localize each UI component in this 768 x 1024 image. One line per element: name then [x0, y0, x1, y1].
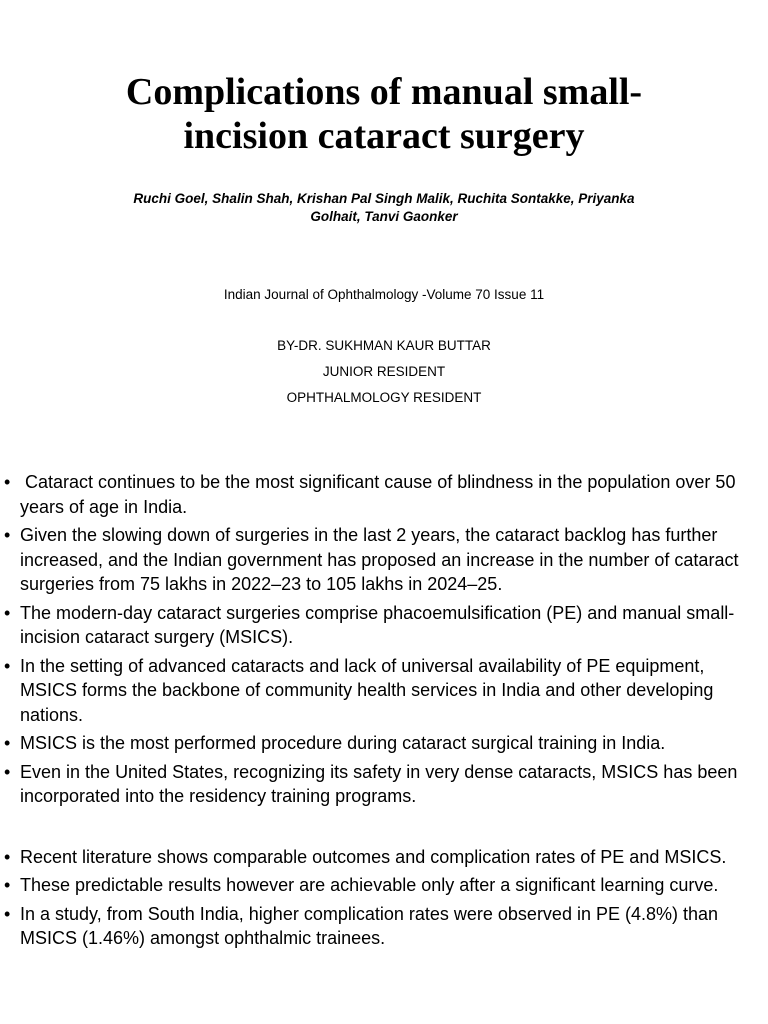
bullet-item — [0, 523, 768, 597]
bullet-text: MSICS is the most performed procedure during cataract surgical training in India. — [20, 733, 666, 753]
bullet-text: Recent literature shows comparable outcomes and complication rates of PE and MSICS. — [20, 846, 727, 867]
bullet-text: These predictable results however are achievable only after a significant learning curve. — [20, 875, 719, 895]
bullet-dot-icon: • — [4, 602, 11, 623]
bullet-item — [0, 845, 768, 870]
authors-line-2: Golhait, Tanvi Gaonker — [310, 209, 458, 224]
bullet-text: In a study, from South India, higher complication rates were observed in PE (4.8%) than MSICS (1.46%) amongst ophthalmic trainees. — [20, 903, 719, 948]
author-list — [100, 190, 668, 226]
presenter-name: BY-DR. SUKHMAN KAUR BUTTAR — [277, 338, 491, 353]
bullet-dot-icon: • — [4, 761, 11, 782]
bullet-dot-icon: • — [4, 846, 11, 867]
title-slide — [0, 0, 768, 430]
bullet-text: In the setting of advanced cataracts and lack of universal availability of PE equipment, MSICS forms the backbone of community health services in India and other developing nations. — [20, 655, 714, 725]
bullet-item — [0, 873, 768, 898]
bullet-item — [0, 470, 768, 519]
bullet-text: Even in the United States, recognizing its safety in very dense cataracts, MSICS has been incorporated into the residency training programs. — [20, 761, 738, 806]
paper-title — [60, 70, 708, 158]
bullet-item — [0, 654, 768, 728]
bullet-dot-icon: • — [4, 472, 11, 492]
presenter-block — [0, 337, 768, 415]
title-line-2: incision cataract surgery — [183, 115, 585, 157]
journal-citation: Indian Journal of Ophthalmology -Volume 70 Issue 11 — [223, 287, 545, 302]
bullet-item — [0, 731, 768, 756]
bullet-dot-icon: • — [4, 733, 11, 753]
presenter-role: JUNIOR RESIDENT — [322, 364, 446, 379]
bullet-item — [0, 601, 768, 650]
bullet-text: Given the slowing down of surgeries in the last 2 years, the cataract backlog has further increased, and the Indian government has proposed an increase in the number of cataract surgeries from 75 lakhs in 2022–23 to 105 lakhs in 2024–25. — [20, 525, 739, 594]
bullet-dot-icon: • — [4, 655, 11, 676]
presenter-department: OPHTHALMOLOGY RESIDENT — [286, 390, 482, 405]
bullet-text: The modern-day cataract surgeries comprise phacoemulsification (PE) and manual small-incision cataract surgery (MSICS). — [20, 602, 735, 647]
bullet-item — [0, 760, 768, 809]
authors-line-1: Ruchi Goel, Shalin Shah, Krishan Pal Singh Malik, Ruchita Sontakke, Priyanka — [133, 191, 635, 206]
bullet-list — [0, 470, 768, 955]
bullet-dot-icon: • — [4, 525, 11, 545]
bullet-text: Cataract continues to be the most significant cause of blindness in the population over 50 years of age in India. — [20, 472, 736, 517]
title-line-1: Complications of manual small- — [125, 71, 643, 113]
bullet-dot-icon: • — [4, 875, 11, 895]
bullet-item — [0, 902, 768, 951]
bullet-dot-icon: • — [4, 903, 11, 924]
